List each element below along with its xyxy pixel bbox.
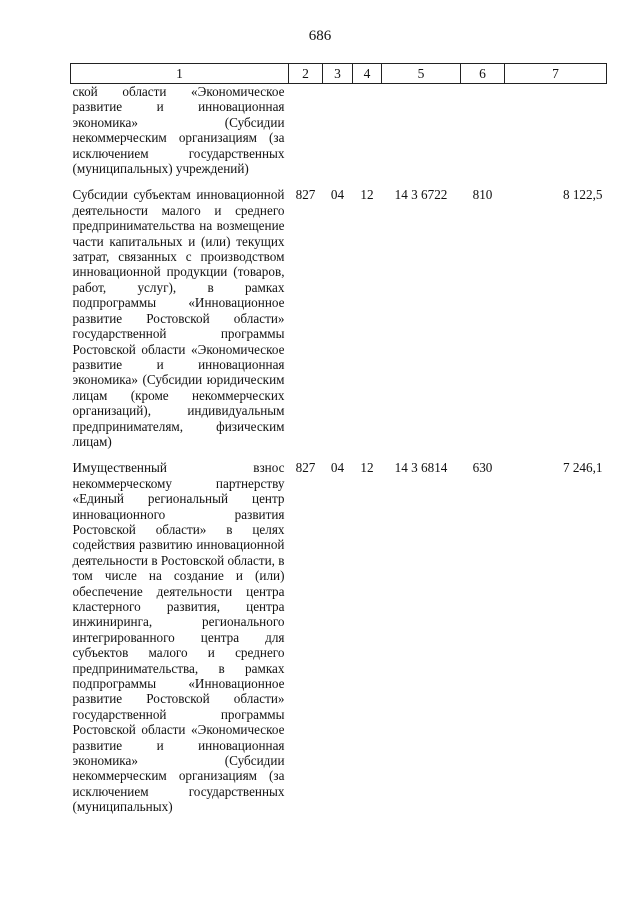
col-header-4: 4 <box>353 64 382 84</box>
col-header-1: 1 <box>71 64 289 84</box>
row-section-code <box>323 84 353 177</box>
row-expense-type: 810 <box>472 187 493 203</box>
col-header-5: 5 <box>382 64 461 84</box>
row-ministry-code: 827 <box>295 187 316 203</box>
budget-table <box>70 63 607 815</box>
row-description: Имущественный взнос некоммерческому партнерству «Единый региональный центр инновационного развития Ростовской области» в целях содействия развитию инновационной деятельности в Ростовской области, в том числе на создание и (или) обеспечение деятельности центра кластерного развития, центра инжиниринга, регионального интегрированного центра для субъектов малого и среднего предпринимательства, в рамках подпрограммы «Инновационное развитие Ростовской области» государственной программы Ростовской области «Экономическое развитие и инновационная экономика» (Субсидии некоммерческим организациям (за исключением государственных (муниципальных) <box>72 460 285 815</box>
row-amount: 7 246,1 <box>562 460 603 476</box>
col-header-2: 2 <box>289 64 323 84</box>
table-row <box>71 176 607 449</box>
row-expense-type: 630 <box>472 460 493 476</box>
row-target-code: 14 3 6814 <box>394 460 448 476</box>
col-header-6: 6 <box>461 64 505 84</box>
header-row <box>71 64 607 84</box>
table-row <box>71 449 607 814</box>
row-subsection-code: 12 <box>360 187 374 203</box>
row-amount: 8 122,5 <box>562 187 603 203</box>
row-ministry-code <box>289 84 323 177</box>
row-amount <box>505 84 607 177</box>
row-description: ской области «Экономическое развитие и инновационная экономика» (Субсидии некоммерческим организациям (за исключением государственных (муниципальных) учреждений) <box>72 84 285 177</box>
row-target-code <box>382 84 461 177</box>
row-target-code: 14 3 6722 <box>394 187 448 203</box>
row-description: Субсидии субъектам инновационной деятельности малого и среднего предпринимательства на возмещение части капитальных и (или) текущих затрат, связанных с производством инновационной продукции (товаров, работ, услуг), в рамках подпрограммы «Инновационное развитие Ростовской области» государственной программы Ростовской области «Экономическое развитие и инновационная экономика» (Субсидии юридическим лицам (кроме некоммерческих организаций), индивидуальным предпринимателям, физическим лицам) <box>72 187 285 449</box>
row-expense-type <box>461 84 505 177</box>
table-row <box>71 84 607 177</box>
row-ministry-code: 827 <box>295 460 316 476</box>
page-number: 686 <box>308 28 332 44</box>
row-section-code: 04 <box>330 187 345 203</box>
row-subsection-code: 12 <box>360 460 374 476</box>
col-header-7: 7 <box>505 64 607 84</box>
col-header-3: 3 <box>323 64 353 84</box>
row-subsection-code <box>353 84 382 177</box>
row-section-code: 04 <box>330 460 345 476</box>
